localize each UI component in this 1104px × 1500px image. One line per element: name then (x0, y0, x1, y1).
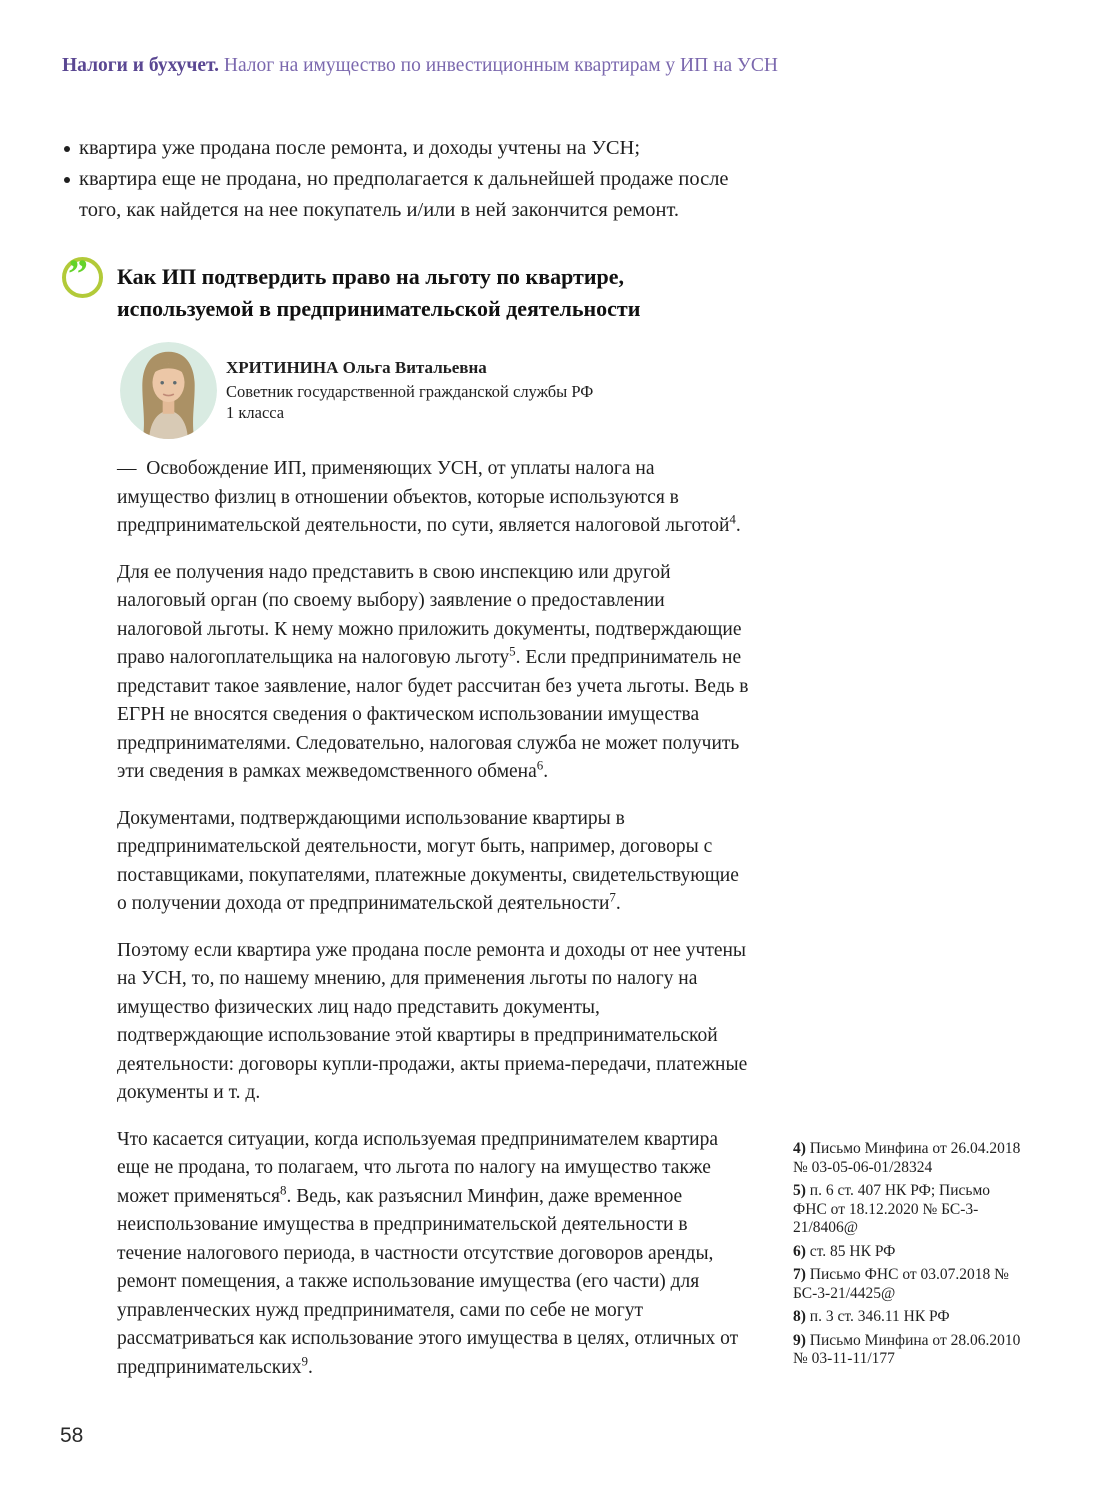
footnotes-list (793, 1140, 1025, 1374)
running-header (62, 55, 778, 77)
footnote-ref: 8 (279, 1182, 287, 1197)
article-paragraph: — Освобождение ИП, применяющих УСН, от уплаты налога на имущество физлиц в отношении объектов, которые используются в предпринимательской деятельности, по сути, является налоговой льготой$^4$. (117, 458, 741, 536)
footnote-number: 6) (793, 1242, 806, 1260)
intro-bullets (62, 133, 742, 226)
footnote-ref: 6 (536, 757, 544, 773)
author-role-line2: 1 класса (226, 403, 285, 422)
section-title: Как ИП подтвердить право на льготу по квартире, используемой в предпринимательской деятельности (117, 264, 641, 321)
footnote: 6) ст. 85 НК РФ (793, 1242, 896, 1260)
author-name: ХРИТИНИНА Ольга Витальевна (226, 358, 487, 377)
bullet-item: квартира еще не продана, но предполагается к дальнейшей продаже после того, как найдется на нее покупатель и/или в ней закончится ремонт. (62, 164, 742, 226)
quote-marks-glyph: ” (68, 251, 85, 296)
author-info (226, 342, 593, 439)
footnote-ref: 4 (729, 511, 736, 527)
author-portrait-illustration (120, 342, 217, 439)
footnote: 8) п. 3 ст. 346.11 НК РФ (793, 1308, 950, 1325)
footnote-ref: 9 (301, 1353, 308, 1368)
quote-icon (62, 251, 103, 298)
article-paragraph: Что касается ситуации, когда используемая предпринимателем квартира еще не продана, то полагаем, что льгота по налогу на имущество также может применяться$^8$. Ведь, как разъяснил Минфин, даже временное неиспользование имущества в предпринимательской деятельности в течение налогового периода, в частности отсутствие договоров аренды, ремонт помещения, а также использование имущества (его части) для управленческих нужд предпринимателя, сами по себе не могут рассматриваться как использование этого имущества в целях, отличных от предпринимательских$^9$. (117, 1128, 739, 1378)
footnote-number: 9) (793, 1331, 806, 1349)
article-body (117, 455, 749, 1400)
footnote-ref: 7 (609, 889, 616, 905)
footnote-number: 5) (793, 1182, 806, 1199)
section-heading-block (62, 251, 717, 325)
article-paragraph: Документами, подтверждающими использование квартиры в предпринимательской деятельности, могут быть, например, договоры с поставщиками, покупателями, платежные документы, свидетельствующие о получении дохода от предпринимательской деятельности$^7$. (117, 807, 739, 914)
footnote: 4) Письмо Минфина от 26.04.2018 № 03-05-06-01/28324 (793, 1140, 1021, 1176)
author-role-line1: Советник государственной гражданской службы РФ (226, 382, 594, 401)
article-paragraph: Для ее получения надо представить в свою инспекцию или другой налоговый орган (по своему выбору) заявление о предоставлении налоговой льготы. К нему можно приложить документы, подтверждающие право налогоплательщика на налоговую льготу$^5$. Если предприниматель не представит такое заявление, налог будет рассчитан без учета льготы. Ведь в ЕГРН не вносятся сведения о фактическом использовании имущества предпринимателями. Следовательно, налоговая служба не может получить эти сведения в рамках межведомственного обмена$^6$. (117, 561, 749, 782)
author-block (120, 342, 593, 439)
footnote: 5) п. 6 ст. 407 НК РФ; Письмо ФНС от 18.12.2020 № БС-3-21/8406@ (793, 1182, 991, 1236)
page-number: 58 (60, 1424, 84, 1447)
footnote-number: 8) (793, 1308, 806, 1325)
bullet-item: квартира уже продана после ремонта, и доходы учтены на УСН; (62, 133, 742, 164)
footnote: 7) Письмо ФНС от 03.07.2018 № БС-3-21/4425@ (793, 1266, 1009, 1302)
author-photo (120, 342, 217, 439)
footnote-number: 7) (793, 1266, 806, 1283)
rubric-label: Налоги и бухучет. (62, 55, 220, 76)
article-title-runhead: Налог на имущество по инвестиционным квартирам у ИП на УСН (219, 55, 778, 76)
article-paragraph: Поэтому если квартира уже продана после ремонта и доходы от нее учтены на УСН, то, по нашему мнению, для применения льготы по налогу на имущество физических лиц надо представить документы, подтверждающие использование этой квартиры в предпринимательской деятельности: договоры купли-продажи, акты приема-передачи, платежные документы и т. д. (117, 939, 748, 1103)
footnote-number: 4) (793, 1140, 806, 1157)
footnote-ref: 5 (509, 643, 516, 659)
footnote: 9) Письмо Минфина от 28.06.2010 № 03-11-11/177 (793, 1331, 1021, 1367)
